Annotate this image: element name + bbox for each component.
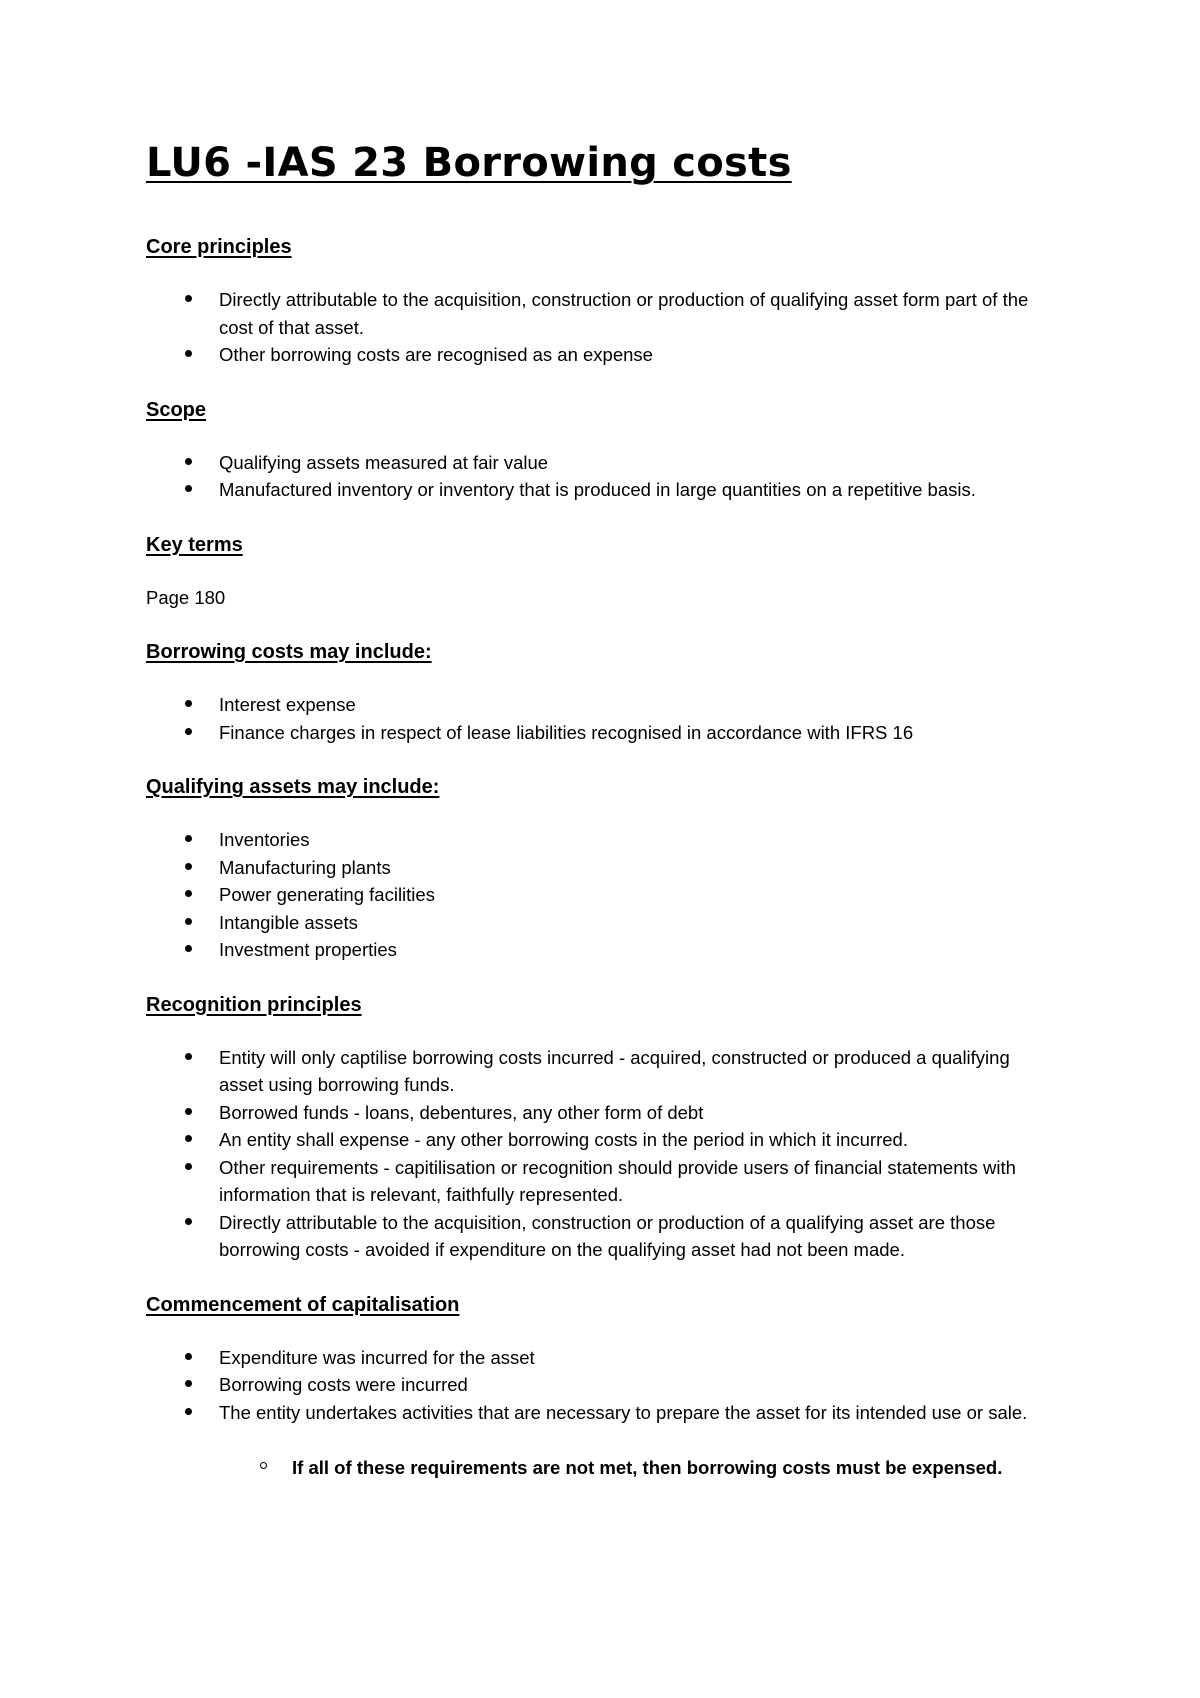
list-item-text: Manufactured inventory or inventory that is produced in large quantities on a repetitive basis. xyxy=(219,479,976,500)
bullet-icon xyxy=(185,1408,192,1415)
list-item xyxy=(146,1154,1050,1209)
section-commencement xyxy=(146,1292,1050,1482)
bullet-icon xyxy=(185,890,192,897)
list-item-text: Interest expense xyxy=(219,694,356,715)
list-item xyxy=(146,1044,1050,1099)
section-borrowing-costs xyxy=(146,639,1050,746)
bullet-icon xyxy=(185,1218,192,1225)
hollow-bullet-icon xyxy=(260,1462,267,1469)
list-item-text: Qualifying assets measured at fair value xyxy=(219,451,549,473)
bullet-icon xyxy=(185,295,192,302)
section-qualifying-assets xyxy=(146,774,1050,964)
list-item-text: Investment properties xyxy=(219,939,397,960)
bullet-icon xyxy=(185,918,192,925)
sub-bullet-list xyxy=(146,1454,1050,1482)
list-item-text: Other requirements - capitilisation or recognition should provide users of financial statements with information that is relevant, faithfully represented. xyxy=(219,1156,1016,1205)
list-item xyxy=(146,1099,1050,1127)
section-key-terms xyxy=(146,532,1050,612)
section-heading: Core principles xyxy=(146,236,292,258)
list-item xyxy=(146,1344,1050,1372)
bullet-list xyxy=(146,449,1050,504)
bullet-icon xyxy=(185,458,192,465)
bullet-icon xyxy=(185,1380,192,1387)
list-item-text: Directly attributable to the acquisition, construction or production of a qualifying asset are those borrowing costs - avoided if expenditure on the qualifying asset had not been made. xyxy=(219,1211,996,1260)
bullet-icon xyxy=(185,835,192,842)
list-item xyxy=(146,881,1050,909)
bullet-list xyxy=(146,826,1050,964)
document-title: LU6 -IAS 23 Borrowing costs xyxy=(146,140,792,186)
list-item-text: Finance charges in respect of lease liabilities recognised in accordance with IFRS 16 xyxy=(219,721,914,743)
sub-list-item-text: If all of these requirements are not met, then borrowing costs must be expensed. xyxy=(292,1457,1003,1478)
list-item xyxy=(146,909,1050,937)
bullet-icon xyxy=(185,1163,192,1170)
list-item-text: Expenditure was incurred for the asset xyxy=(219,1346,535,1368)
bullet-icon xyxy=(185,728,192,735)
bullet-list xyxy=(146,1044,1050,1264)
list-item-text: Borrowing costs were incurred xyxy=(219,1374,468,1395)
section-scope xyxy=(146,397,1050,504)
bullet-icon xyxy=(185,485,192,492)
list-item xyxy=(146,449,1050,477)
section-heading: Qualifying assets may include: xyxy=(146,776,440,798)
list-item xyxy=(146,826,1050,854)
list-item xyxy=(146,476,1050,504)
section-heading: Recognition principles xyxy=(146,993,362,1016)
bullet-list xyxy=(146,1344,1050,1427)
list-item xyxy=(146,854,1050,882)
bullet-list xyxy=(146,286,1050,369)
sub-list-item xyxy=(146,1454,1050,1482)
list-item-text: Inventories xyxy=(219,829,310,850)
list-item xyxy=(146,286,1050,341)
list-item-text: Directly attributable to the acquisition, construction or production of qualifying asset form part of the cost of that asset. xyxy=(219,289,1029,338)
list-item xyxy=(146,691,1050,719)
list-item xyxy=(146,1371,1050,1399)
page-reference: Page 180 xyxy=(146,586,226,608)
bullet-icon xyxy=(185,1108,192,1115)
bullet-list xyxy=(146,691,1050,746)
list-item-text: Borrowed funds - loans, debentures, any other form of debt xyxy=(219,1101,704,1123)
section-core-principles xyxy=(146,234,1050,369)
section-heading: Scope xyxy=(146,398,207,421)
bullet-icon xyxy=(185,1053,192,1060)
list-item-text: Power generating facilities xyxy=(219,884,435,905)
section-heading: Commencement of capitalisation xyxy=(146,1293,460,1316)
list-item-text: Manufacturing plants xyxy=(219,856,391,878)
bullet-icon xyxy=(185,350,192,357)
list-item xyxy=(146,1209,1050,1264)
list-item xyxy=(146,1399,1050,1427)
bullet-icon xyxy=(185,863,192,870)
list-item xyxy=(146,1126,1050,1154)
list-item xyxy=(146,719,1050,747)
bullet-icon xyxy=(185,700,192,707)
section-recognition-principles xyxy=(146,992,1050,1264)
list-item-text: The entity undertakes activities that are necessary to prepare the asset for its intended use or sale. xyxy=(219,1401,1028,1423)
bullet-icon xyxy=(185,1135,192,1142)
bullet-icon xyxy=(185,945,192,952)
list-item-text: An entity shall expense - any other borrowing costs in the period in which it incurred. xyxy=(219,1129,908,1150)
list-item-text: Other borrowing costs are recognised as an expense xyxy=(219,344,653,365)
list-item-text: Entity will only captilise borrowing costs incurred - acquired, constructed or produced a qualifying asset using borrowing funds. xyxy=(219,1046,1010,1095)
section-heading: Borrowing costs may include: xyxy=(146,641,432,663)
list-item-text: Intangible assets xyxy=(219,911,358,933)
bullet-icon xyxy=(185,1353,192,1360)
list-item xyxy=(146,341,1050,369)
section-heading: Key terms xyxy=(146,533,243,556)
list-item xyxy=(146,936,1050,964)
